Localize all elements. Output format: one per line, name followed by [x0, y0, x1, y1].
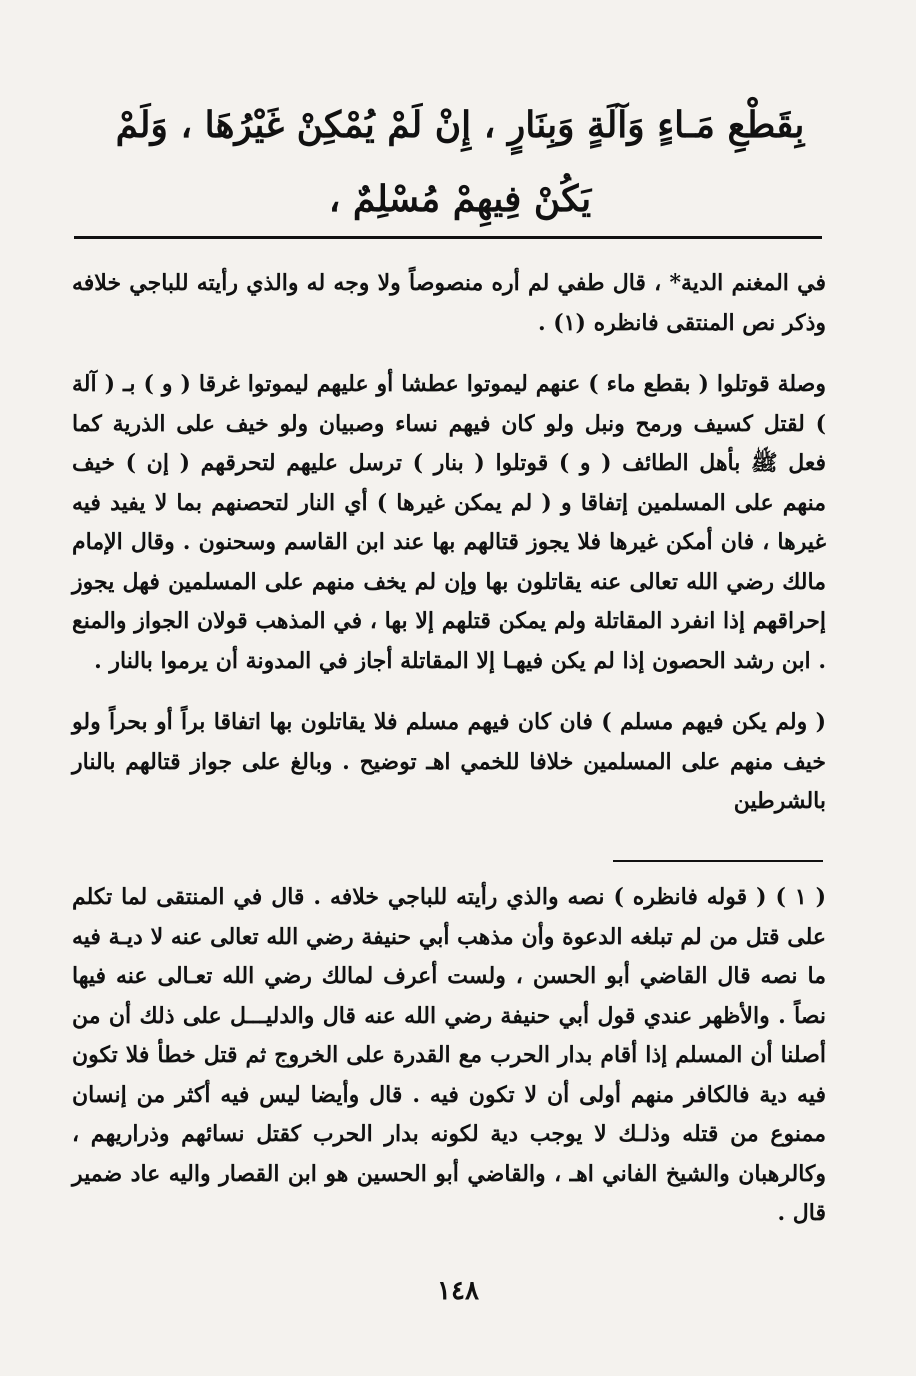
verse-line-2: يَكُنْ فِيهِمْ مُسْلِمٌ ،	[328, 178, 592, 220]
commentary-paragraph-1: في المغنم الدية* ، قال طفي لم أره منصوصاً ولا وجه له والذي رأيته للباجي خلافه وذكر نص المنتقى فانظره (١) .	[72, 270, 826, 336]
page-number: ١٤٨	[437, 1276, 479, 1306]
commentary-paragraph-3: ( ولم يكن فيهم مسلم ) فان كان فيهم مسلم فلا يقاتلون بها اتفاقا براً أو بحراً ولو خيف منهم على المسلمين خلافا للخمي اهـ توضيح . وبالغ على جواز قتالهم بالنار بالشرطين	[72, 709, 826, 814]
verse-line-1: بِقَطْعِ مَـاءٍ وَآلَةٍ وَبِنَارٍ ، إِنْ لَمْ يُمْكِنْ غَيْرُهَا ، وَلَمْ	[115, 104, 805, 146]
commentary-body	[72, 264, 826, 844]
main-text-verse	[90, 88, 830, 236]
footnote-text: ( ١ ) ( قوله فانظره ) نصه والذي رأيته للباجي خلافه . قال في المنتقى لما تكلم على قتل من لم تبلغه الدعوة وأن مذهب أبي حنيفة رضي الله تعالى عنه لا ديـة فيه ما نصه قال القاضي أبو الحسن ، ولست أعرف لمالك رضي الله تعـالى عنه فيها نصاً . والأظهر عندي قول أبي حنيفة رضي الله عنه قال والدليـــل على ذلك أن من أصلنا أن المسلم إذا أقام بدار الحرب مع القدرة على الخروج ثم قتل خطأ فلا تكون فيه دية فالكافر منهم أولى أن لا تكون فيه . قال وأيضا ليس فيه أكثر من إنسان ممنوع من قتله وذلـك لا يوجب دية لكونه بدار الحرب كقتل نسائهم وذراريهم ، وكالرهبان والشيخ الفاني اهـ ، والقاضي أبو الحسين هو ابن القصار واليه عاد ضمير قال .	[72, 884, 826, 1226]
header-rule	[74, 236, 822, 239]
footnote	[72, 878, 826, 1234]
commentary-paragraph-2: وصلة قوتلوا ( بقطع ماء ) عنهم ليموتوا عطشا أو عليهم ليموتوا غرقا ( و ) بـ ( آلة ) لقتل كسيف ورمح ونبل ولو كان فيهم نساء وصبيان ولو خيف على الذرية كما فعل ﷺ بأهل الطائف ( و ) قوتلوا ( بنار ) ترسل عليهم لتحرقهم ( إن ) خيف منهم على المسلمين إتفاقا و ( لم يمكن غيرها ) أي النار لتحصنهم بما لا يفيد فيه غيرها ، فان أمكن غيرها فلا يجوز قتالهم بها عند ابن القاسم وسحنون . وقال الإمام مالك رضي الله تعالى عنه يقاتلون بها وإن لم يخف منهم على المسلمين فهل يجوز إحراقهم إذا انفرد المقاتلة ولم يمكن قتلهم إلا بها ، في المذهب قولان الجواز والمنع . ابن رشد الحصون إذا لم يكن فيهـا إلا المقاتلة أجاز في المدونة أن يرموا بالنار .	[72, 371, 826, 674]
footnote-rule	[613, 860, 823, 862]
